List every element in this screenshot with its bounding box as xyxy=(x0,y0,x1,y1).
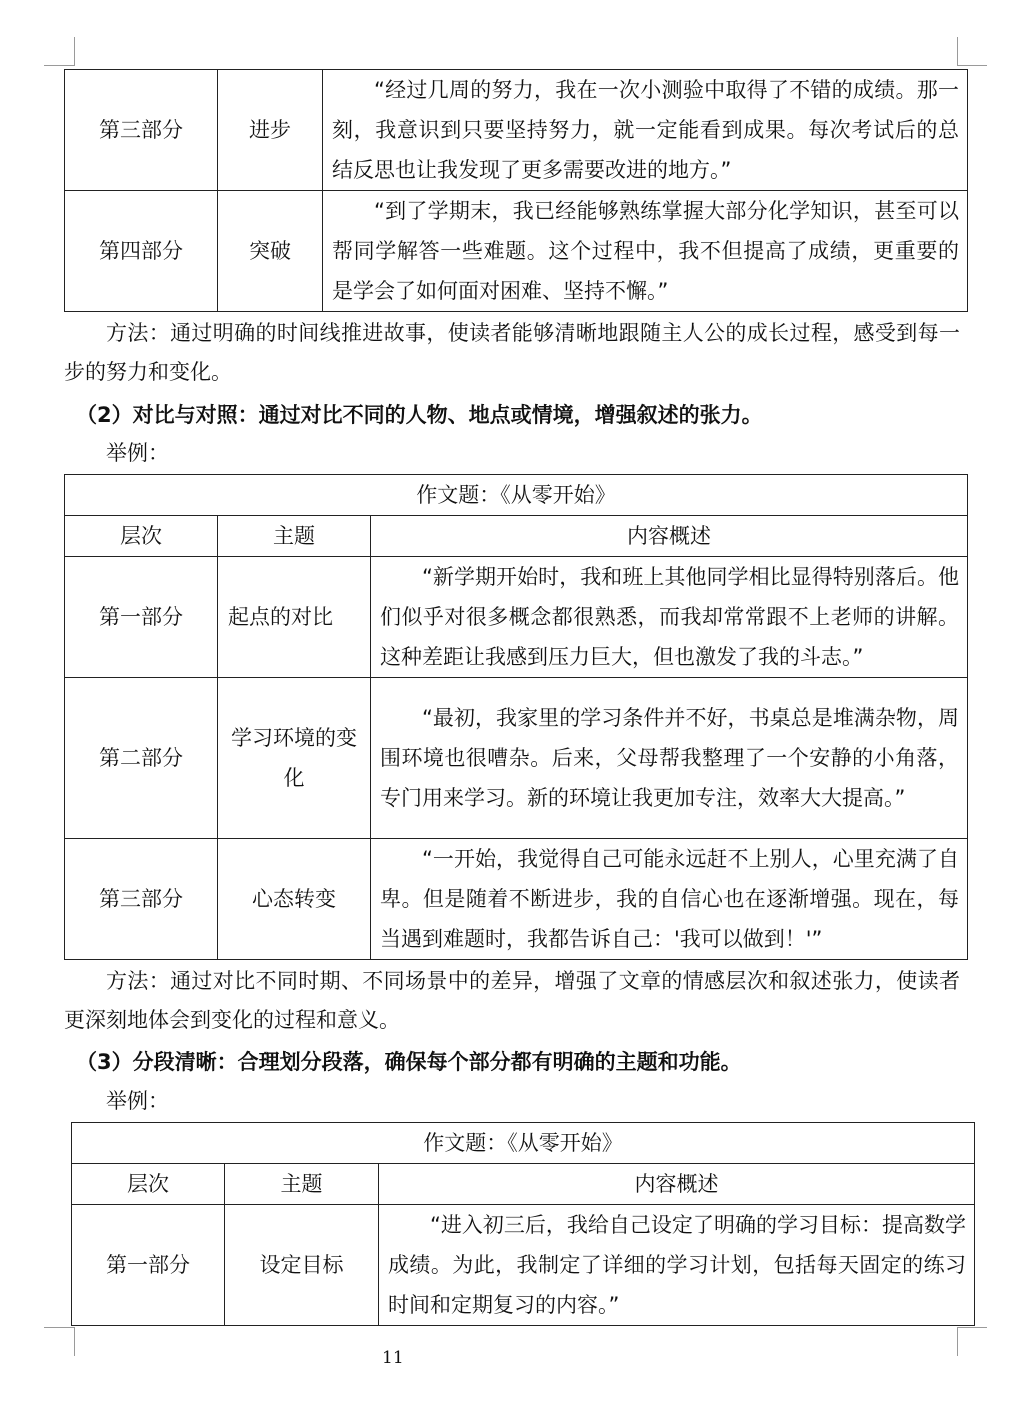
crop-mark-bottom-left xyxy=(74,1327,75,1356)
header-content: 内容概述 xyxy=(379,1164,975,1205)
crop-mark-bottom-left-h xyxy=(44,1327,74,1328)
row-theme: 设定目标 xyxy=(225,1205,379,1326)
row-theme: 学习环境的变化 xyxy=(218,678,371,839)
row-content: “新学期开始时，我和班上其他同学相比显得特别落后。他们似乎对很多概念都很熟悉，而我却常常跟不上老师的讲解。这种差距让我感到压力巨大，但也激发了我的斗志。” xyxy=(371,557,968,678)
row-content: “进入初三后，我给自己设定了明确的学习目标：提高数学成绩。为此，我制定了详细的学习计划，包括每天固定的练习时间和定期复习的内容。” xyxy=(379,1205,975,1326)
row-content: “经过几周的努力，我在一次小测验中取得了不错的成绩。那一刻，我意识到只要坚持努力，就一定能看到成果。每次考试后的总结反思也让我发现了更多需要改进的地方。” xyxy=(323,70,968,191)
table-paragraphing xyxy=(71,1122,975,1326)
table-timeline-continued xyxy=(64,69,968,312)
table-row xyxy=(65,70,968,191)
table-title: 作文题：《从零开始》 xyxy=(72,1123,975,1164)
row-content: “一开始，我觉得自己可能永远赶不上别人，心里充满了自卑。但是随着不断进步，我的自信心也在逐渐增强。现在，每当遇到难题时，我都告诉自己：'我可以做到！'” xyxy=(371,839,968,960)
row-level: 第三部分 xyxy=(65,839,218,960)
row-level: 第四部分 xyxy=(65,191,218,312)
row-level: 第三部分 xyxy=(65,70,218,191)
row-theme: 突破 xyxy=(218,191,323,312)
table-row xyxy=(65,191,968,312)
crop-mark-top-left-h xyxy=(44,65,74,66)
table-title-row xyxy=(65,475,968,516)
table-header-row xyxy=(72,1164,975,1205)
crop-mark-bottom-right xyxy=(957,1327,958,1356)
crop-mark-top-left xyxy=(74,37,75,66)
table-row xyxy=(65,557,968,678)
table-title: 作文题：《从零开始》 xyxy=(65,475,968,516)
row-level: 第二部分 xyxy=(65,678,218,839)
row-level: 第一部分 xyxy=(65,557,218,678)
method-paragraph-1: 方法：通过明确的时间线推进故事，使读者能够清晰地跟随主人公的成长过程，感受到每一步的努力和变化。 xyxy=(64,321,960,384)
row-content: “到了学期末，我已经能够熟练掌握大部分化学知识，甚至可以帮同学解答一些难题。这个过程中，我不但提高了成绩，更重要的是学会了如何面对困难、坚持不懈。” xyxy=(323,191,968,312)
crop-mark-bottom-right-h xyxy=(957,1327,987,1328)
row-theme: 进步 xyxy=(218,70,323,191)
example-label-2: 举例： xyxy=(106,441,169,465)
section-heading-2: （2）对比与对照：通过对比不同的人物、地点或情境，增强叙述的张力。 xyxy=(76,403,763,427)
table-row xyxy=(72,1205,975,1326)
page-number: 11 xyxy=(382,1348,404,1368)
header-content: 内容概述 xyxy=(371,516,968,557)
table-row xyxy=(65,678,968,839)
table-contrast xyxy=(64,474,968,960)
table-row xyxy=(65,839,968,960)
row-content: “最初，我家里的学习条件并不好，书桌总是堆满杂物，周围环境也很嘈杂。后来，父母帮我整理了一个安静的小角落，专门用来学习。新的环境让我更加专注，效率大大提高。” xyxy=(371,678,968,839)
crop-mark-top-right xyxy=(957,37,958,66)
table-header-row xyxy=(65,516,968,557)
example-label-3: 举例： xyxy=(106,1089,169,1113)
row-theme: 起点的对比 xyxy=(218,557,371,678)
section-heading-3: （3）分段清晰：合理划分段落，确保每个部分都有明确的主题和功能。 xyxy=(76,1050,742,1074)
header-theme: 主题 xyxy=(225,1164,379,1205)
header-theme: 主题 xyxy=(218,516,371,557)
row-level: 第一部分 xyxy=(72,1205,225,1326)
row-theme: 心态转变 xyxy=(218,839,371,960)
crop-mark-top-right-h xyxy=(957,65,987,66)
header-level: 层次 xyxy=(65,516,218,557)
method-paragraph-2: 方法：通过对比不同时期、不同场景中的差异，增强了文章的情感层次和叙述张力，使读者更深刻地体会到变化的过程和意义。 xyxy=(64,969,960,1032)
table-title-row xyxy=(72,1123,975,1164)
header-level: 层次 xyxy=(72,1164,225,1205)
